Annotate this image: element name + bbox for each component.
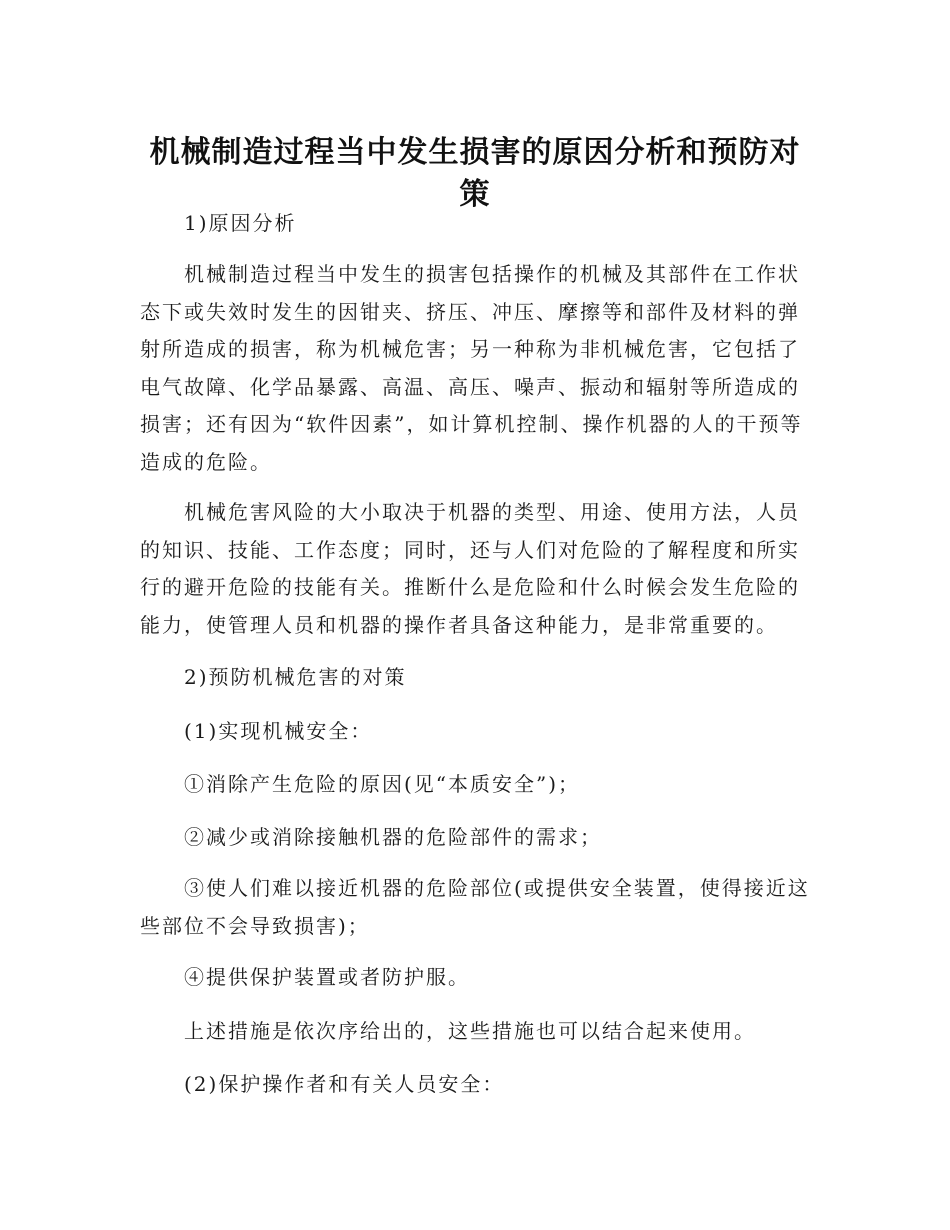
list-item-protective-devices: ④提供保护装置或者防护服。	[184, 965, 470, 989]
paragraph-measures-note: 上述措施是依次序给出的，这些措施也可以结合起来使用。	[184, 1019, 756, 1043]
section-heading-cause-analysis: 1)原因分析	[184, 211, 297, 235]
paragraph-cause-description: 机械制造过程当中发生的损害包括操作的机械及其部件在工作状态下或失效时发生的因钳夹、挤压、冲压、摩擦等和部件及材料的弹射所造成的损害，称为机械危害；另一种称为非机械危害，它包括了电气故障、化学品暴露、高温、高压、噪声、振动和辐射等所造成的损害；还有因为“软件因素”，如计算机控制、操作机器的人的干预等造成的危险。	[140, 262, 803, 474]
subheading-machine-safety: (1)实现机械安全：	[184, 719, 373, 743]
section-heading-prevention: 2)预防机械危害的对策	[184, 665, 407, 689]
paragraph-risk-factors: 机械危害风险的大小取决于机器的类型、用途、使用方法，人员的知识、技能、工作态度；同时，还与人们对危险的了解程度和所实行的避开危险的技能有关。推断什么是危险和什么时候会发生危险的能力，使管理人员和机器的操作者具备这种能力，是非常重要的。	[140, 500, 800, 637]
list-item-eliminate-causes: ①消除产生危险的原因(见“本质安全”)；	[184, 772, 581, 796]
subheading-operator-safety: (2)保护操作者和有关人员安全：	[184, 1072, 505, 1096]
document-title: 机械制造过程当中发生损害的原因分析和预防对策	[149, 135, 801, 213]
list-item-restrict-access: ③使人们难以接近机器的危险部位(或提供安全装置，使得接近这些部位不会导致损害)；	[140, 876, 810, 938]
list-item-reduce-contact: ②减少或消除接触机器的危险部件的需求；	[184, 825, 602, 849]
